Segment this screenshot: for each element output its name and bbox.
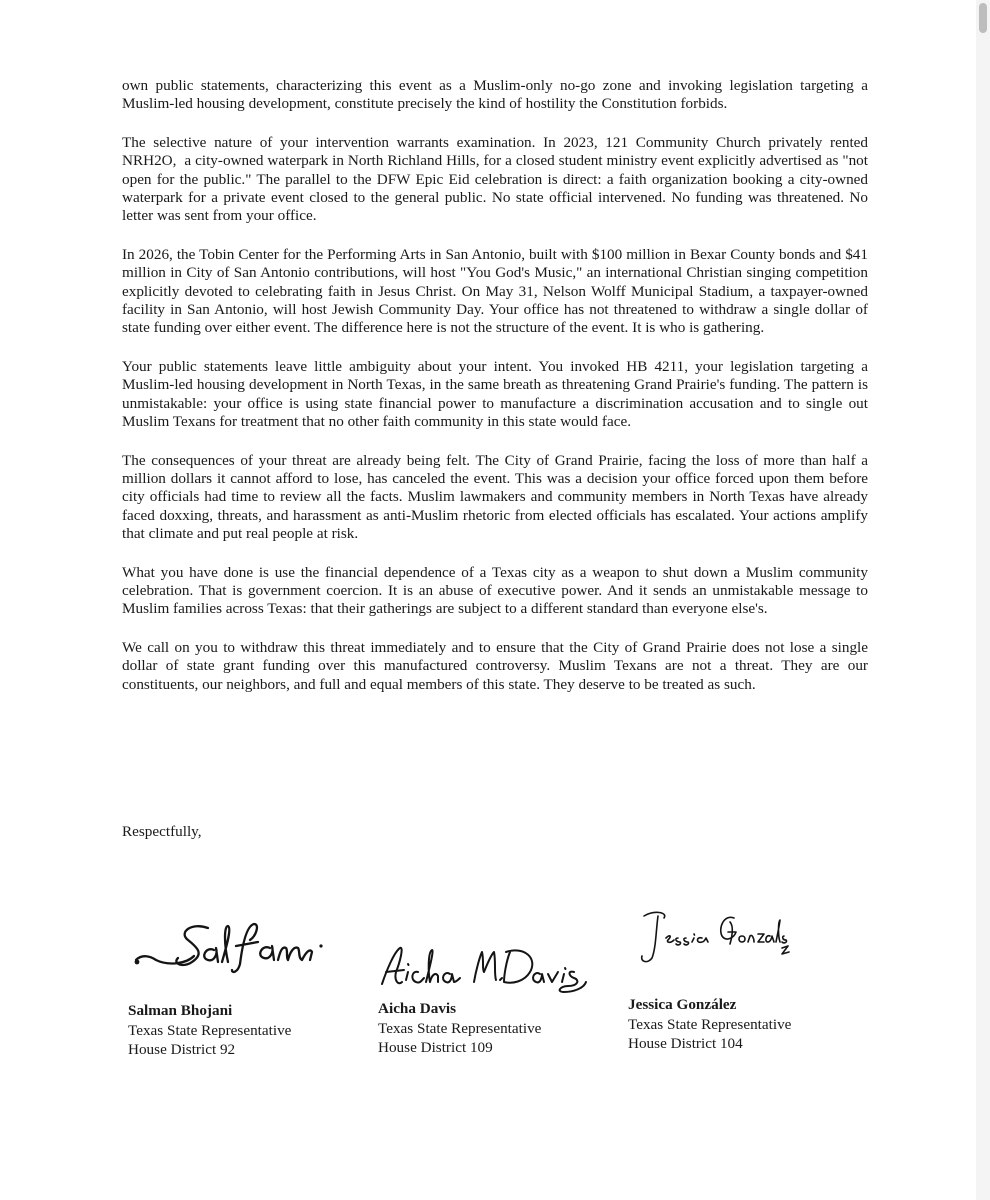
signature-salman-bhojani (128, 918, 328, 978)
signatory-block-2 (378, 999, 541, 1058)
signatory-block-1 (128, 1001, 291, 1060)
signatory-title: Texas State Representative (128, 1021, 292, 1039)
paragraph-3: In 2026, the Tobin Center for the Performing Arts in San Antonio, built with $100 million in Bexar County bonds and $41 million in City of San Antonio contributions, will host "You God's Music," an international Christian singing competition explicitly devoted to celebrating faith in Jesus Christ. On May 31, Nelson Wolff Municipal Stadium, a taxpayer-owned facility in San Antonio, will host Jewish Community Day. Your office has not threatened to withdraw a single dollar of state funding over either event. The difference here is not the structure of the event. It is who is gathering. (122, 245, 872, 337)
closing-salutation: Respectfully, (122, 823, 202, 840)
signature-jessica-gonzalez (634, 908, 790, 968)
signature-aicha-davis (378, 942, 588, 998)
signatory-block-3 (628, 995, 791, 1054)
scrollbar-thumb[interactable] (979, 3, 987, 33)
scrollbar-track[interactable] (976, 0, 990, 1200)
signatory-title: Texas State Representative (628, 1015, 792, 1033)
paragraph-1: own public statements, characterizing this event as a Muslim-only no-go zone and invoking legislation targeting a Muslim-led housing development, constitute precisely the kind of hostility the Constitution forbids. (122, 77, 872, 113)
paragraph-4: Your public statements leave little ambiguity about your intent. You invoked HB 4211, your legislation targeting a Muslim-led housing development in North Texas, in the same breath as threatening Grand Prairie's funding. The pattern is unmistakable: your office is using state financial power to manufacture a discrimination accusation and to single out Muslim Texans for treatment that no other faith community in this state would face. (122, 357, 872, 431)
signatory-district: House District 109 (378, 1039, 493, 1056)
paragraph-7: We call on you to withdraw this threat immediately and to ensure that the City of Grand Prairie does not lose a single dollar of state grant funding over this manufactured controversy. Muslim Texans are not a threat. They are our constituents, our neighbors, and full and equal members of this state. They deserve to be treated as such. (122, 638, 872, 693)
paragraph-5: The consequences of your threat are already being felt. The City of Grand Prairie, facing the loss of more than half a million dollars it cannot afford to lose, has canceled the event. This was a decision your office forced upon them before city officials had time to review all the facts. Muslim lawmakers and community members in North Texas have already faced doxxing, threats, and harassment as anti-Muslim rhetoric from elected officials has escalated. Your actions amplify that climate and put real people at risk. (122, 451, 872, 543)
signatory-title: Texas State Representative (378, 1019, 542, 1037)
paragraph-2: The selective nature of your intervention warrants examination. In 2023, 121 Community Church privately rented NRH2O, a city-owned waterpark in North Richland Hills, for a closed student ministry event explicitly advertised as "not open for the public." The parallel to the DFW Epic Eid celebration is direct: a faith organization booking a city-owned waterpark for a private event closed to the general public. No state official intervened. No funding was threatened. No letter was sent from your office. (122, 133, 872, 225)
signatory-district: House District 92 (128, 1041, 236, 1058)
signatory-name: Aicha Davis (378, 1000, 457, 1017)
signatory-name: Jessica González (628, 996, 737, 1013)
paragraph-6: What you have done is use the financial dependence of a Texas city as a weapon to shut down a Muslim community celebration. That is government coercion. It is an abuse of executive power. And it sends an unmistakable message to Muslim families across Texas: that their gatherings are subject to a different standard than everyone else's. (122, 563, 872, 618)
letter-body (122, 77, 872, 714)
signatory-district: House District 104 (628, 1035, 743, 1052)
signatory-name: Salman Bhojani (128, 1002, 233, 1019)
